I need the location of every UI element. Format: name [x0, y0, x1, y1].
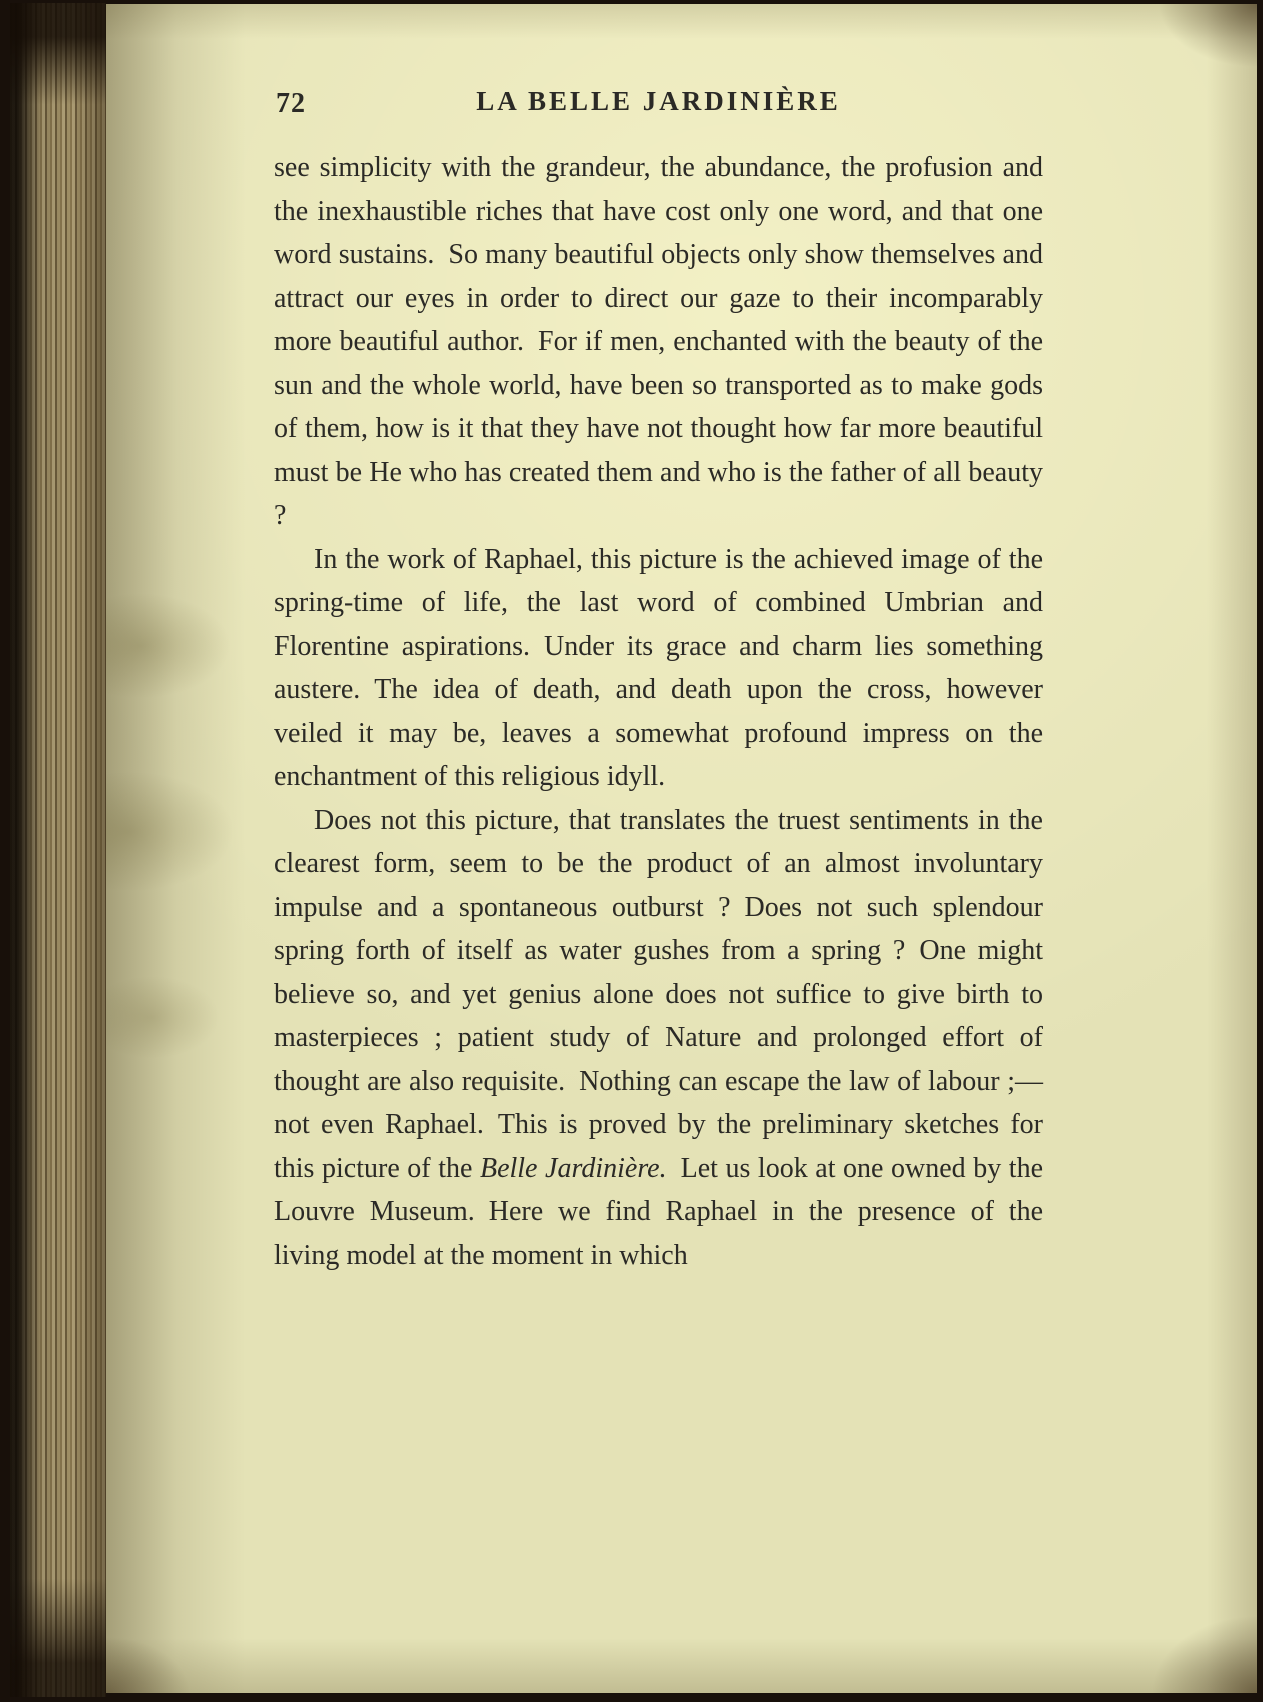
- running-title: LA BELLE JARDINIÈRE: [476, 86, 841, 116]
- body-paragraph: [274, 146, 1043, 538]
- text-run: Does not this picture, that translates the truest sentiments in the clearest form, seem to be the product of an almost involuntary impulse and a spontaneous outburst ? Does not such splendour spring forth of itself as water gushes from a spring ? One might believe so, and yet genius alone does not suffice to give birth to masterpieces ; patient study of Nature and prolonged effort of thought are also requisite. Nothing can escape the law of labour ;—not even Raphael. This is proved by the preliminary sketches for this picture of the: [274, 804, 1043, 1184]
- text-run: In the work of Raphael, this picture is the achieved image of the spring-time of life, the last word of combined Umbrian and Florentine aspirations. Under its grace and charm lies something austere. The idea of death, and death upon the cross, however veiled it may be, leaves a somewhat profound impress on the enchantment of this religious idyll.: [274, 543, 1043, 792]
- body-paragraph: [274, 538, 1043, 799]
- text-run: see simplicity with the grandeur, the abundance, the profusion and the inexhaustible riches that have cost only one word, and that one word sustains. So many beautiful objects only show themselves and attract our eyes in order to direct our gaze to their incomparably more beautiful author. For if men, enchanted with the beauty of the sun and the whole world, have been so transported as to make gods of them, how is it that they have not thought how far more beautiful must be He who has created them and who is the father of all beauty ?: [274, 152, 1043, 531]
- book-page: [106, 4, 1257, 1693]
- page-content: [274, 86, 1043, 1277]
- page-header: [274, 86, 1043, 124]
- book-binding-edge: [10, 3, 106, 1697]
- page-number: 72: [276, 88, 306, 119]
- body-paragraph: [274, 799, 1043, 1278]
- italic-text-run: Belle Jardinière.: [479, 1152, 667, 1184]
- page-body: [274, 146, 1043, 1277]
- text-run: Let us look at one owned by the Louvre Museum. Here we find Raphael in the presence of the living model at the moment in which: [274, 1152, 1043, 1271]
